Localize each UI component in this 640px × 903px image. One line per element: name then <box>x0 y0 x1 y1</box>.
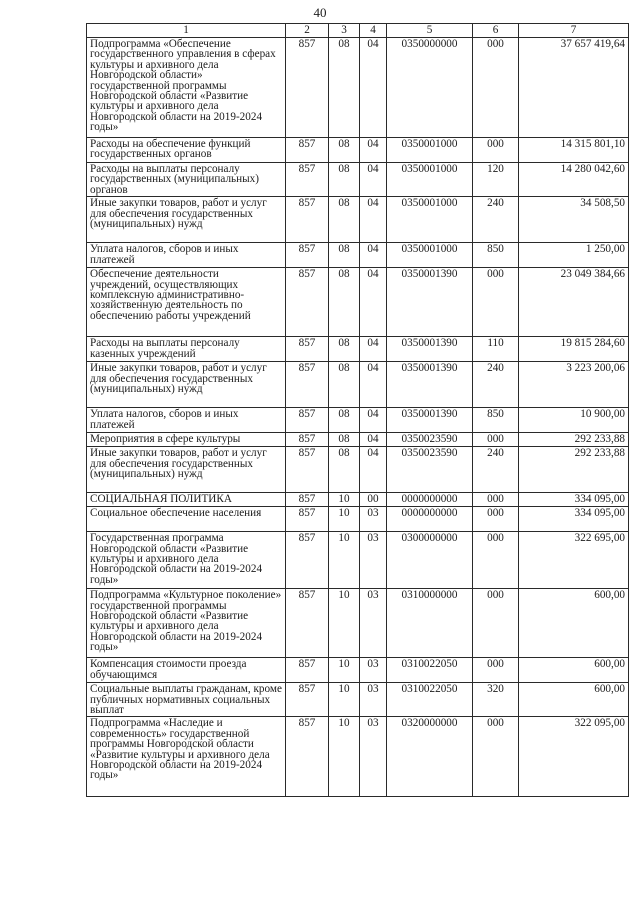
column-number-row <box>87 24 629 38</box>
table-row <box>87 197 629 243</box>
table-row <box>87 433 629 447</box>
row-pr-cell: 04 <box>360 268 387 337</box>
row-pr-cell: 00 <box>360 493 387 507</box>
row-rz-cell: 10 <box>329 658 360 683</box>
row-vr-cell: 320 <box>473 683 519 717</box>
row-name-cell: Уплата налогов, сборов и иных платежей <box>87 408 286 433</box>
row-csr-cell: 0300000000 <box>387 532 473 589</box>
table-row <box>87 447 629 493</box>
row-pr-cell: 04 <box>360 163 387 197</box>
row-rz-cell: 08 <box>329 163 360 197</box>
row-csr-cell: 0350023590 <box>387 447 473 493</box>
row-name-cell: Социальное обеспечение населения <box>87 507 286 532</box>
row-sum-cell: 334 095,00 <box>519 493 629 507</box>
row-csr-cell: 0000000000 <box>387 507 473 532</box>
row-csr-cell: 0350000000 <box>387 38 473 138</box>
row-name-cell: Мероприятия в сфере культуры <box>87 433 286 447</box>
row-rz-cell: 08 <box>329 362 360 408</box>
row-ved-cell: 857 <box>286 493 329 507</box>
column-header: 6 <box>473 24 519 38</box>
row-name-cell: Иные закупки товаров, работ и услуг для обеспечения государственных (муниципальных) нужд <box>87 447 286 493</box>
table-row <box>87 268 629 337</box>
table-row <box>87 362 629 408</box>
row-name-cell: Расходы на выплаты персоналу казенных учреждений <box>87 337 286 362</box>
column-header: 3 <box>329 24 360 38</box>
row-ved-cell: 857 <box>286 507 329 532</box>
row-pr-cell: 04 <box>360 433 387 447</box>
row-vr-cell: 000 <box>473 268 519 337</box>
row-name-cell: Государственная программа Новгородской области «Развитие культуры и архивного дела Новгородской области на 2019-2024 годы» <box>87 532 286 589</box>
column-header: 2 <box>286 24 329 38</box>
row-ved-cell: 857 <box>286 138 329 163</box>
row-sum-cell: 34 508,50 <box>519 197 629 243</box>
row-ved-cell: 857 <box>286 658 329 683</box>
row-vr-cell: 240 <box>473 197 519 243</box>
row-rz-cell: 10 <box>329 532 360 589</box>
row-sum-cell: 1 250,00 <box>519 243 629 268</box>
row-ved-cell: 857 <box>286 163 329 197</box>
row-vr-cell: 850 <box>473 408 519 433</box>
column-header: 1 <box>87 24 286 38</box>
row-sum-cell: 292 233,88 <box>519 433 629 447</box>
row-sum-cell: 3 223 200,06 <box>519 362 629 408</box>
row-pr-cell: 04 <box>360 197 387 243</box>
row-sum-cell: 14 280 042,60 <box>519 163 629 197</box>
row-vr-cell: 000 <box>473 138 519 163</box>
row-pr-cell: 03 <box>360 683 387 717</box>
row-vr-cell: 110 <box>473 337 519 362</box>
row-sum-cell: 334 095,00 <box>519 507 629 532</box>
column-header: 5 <box>387 24 473 38</box>
row-sum-cell: 14 315 801,10 <box>519 138 629 163</box>
row-ved-cell: 857 <box>286 683 329 717</box>
row-name-cell: СОЦИАЛЬНАЯ ПОЛИТИКА <box>87 493 286 507</box>
row-ved-cell: 857 <box>286 337 329 362</box>
table-row <box>87 38 629 138</box>
column-header: 4 <box>360 24 387 38</box>
row-rz-cell: 08 <box>329 138 360 163</box>
row-sum-cell: 600,00 <box>519 683 629 717</box>
row-csr-cell: 0350023590 <box>387 433 473 447</box>
row-ved-cell: 857 <box>286 433 329 447</box>
row-name-cell: Расходы на выплаты персоналу государственных (муниципальных) органов <box>87 163 286 197</box>
row-rz-cell: 10 <box>329 717 360 797</box>
row-ved-cell: 857 <box>286 717 329 797</box>
row-sum-cell: 322 695,00 <box>519 532 629 589</box>
row-pr-cell: 04 <box>360 38 387 138</box>
row-name-cell: Расходы на обеспечение функций государственных органов <box>87 138 286 163</box>
row-sum-cell: 600,00 <box>519 589 629 658</box>
row-ved-cell: 857 <box>286 38 329 138</box>
row-ved-cell: 857 <box>286 197 329 243</box>
row-vr-cell: 240 <box>473 362 519 408</box>
row-rz-cell: 08 <box>329 38 360 138</box>
row-sum-cell: 292 233,88 <box>519 447 629 493</box>
row-vr-cell: 240 <box>473 447 519 493</box>
row-vr-cell: 000 <box>473 433 519 447</box>
row-sum-cell: 23 049 384,66 <box>519 268 629 337</box>
row-csr-cell: 0350001000 <box>387 138 473 163</box>
row-pr-cell: 03 <box>360 532 387 589</box>
row-csr-cell: 0310022050 <box>387 658 473 683</box>
row-ved-cell: 857 <box>286 589 329 658</box>
row-pr-cell: 04 <box>360 362 387 408</box>
row-ved-cell: 857 <box>286 268 329 337</box>
row-sum-cell: 322 095,00 <box>519 717 629 797</box>
row-pr-cell: 04 <box>360 138 387 163</box>
row-vr-cell: 000 <box>473 493 519 507</box>
row-name-cell: Иные закупки товаров, работ и услуг для обеспечения государственных (муниципальных) нужд <box>87 362 286 408</box>
table-row <box>87 532 629 589</box>
row-ved-cell: 857 <box>286 243 329 268</box>
table-row <box>87 507 629 532</box>
table-row <box>87 717 629 797</box>
table-row <box>87 589 629 658</box>
row-csr-cell: 0000000000 <box>387 493 473 507</box>
row-csr-cell: 0350001000 <box>387 163 473 197</box>
row-csr-cell: 0310000000 <box>387 589 473 658</box>
table-row <box>87 683 629 717</box>
row-pr-cell: 04 <box>360 337 387 362</box>
row-pr-cell: 03 <box>360 717 387 797</box>
row-csr-cell: 0320000000 <box>387 717 473 797</box>
row-ved-cell: 857 <box>286 362 329 408</box>
row-pr-cell: 04 <box>360 408 387 433</box>
row-sum-cell: 19 815 284,60 <box>519 337 629 362</box>
row-csr-cell: 0350001000 <box>387 243 473 268</box>
table-row <box>87 493 629 507</box>
row-csr-cell: 0350001390 <box>387 337 473 362</box>
row-pr-cell: 03 <box>360 589 387 658</box>
row-csr-cell: 0310022050 <box>387 683 473 717</box>
row-rz-cell: 08 <box>329 197 360 243</box>
row-rz-cell: 08 <box>329 337 360 362</box>
row-csr-cell: 0350001000 <box>387 197 473 243</box>
row-vr-cell: 000 <box>473 507 519 532</box>
row-name-cell: Обеспечение деятельности учреждений, осуществляющих комплексную административно-хозяйственную деятельность по обеспечению работы учреждений <box>87 268 286 337</box>
row-rz-cell: 10 <box>329 683 360 717</box>
row-name-cell: Социальные выплаты гражданам, кроме публичных нормативных социальных выплат <box>87 683 286 717</box>
row-vr-cell: 000 <box>473 532 519 589</box>
row-rz-cell: 08 <box>329 447 360 493</box>
table-row <box>87 658 629 683</box>
table-row <box>87 138 629 163</box>
row-name-cell: Иные закупки товаров, работ и услуг для обеспечения государственных (муниципальных) нужд <box>87 197 286 243</box>
row-vr-cell: 000 <box>473 658 519 683</box>
row-name-cell: Компенсация стоимости проезда обучающимся <box>87 658 286 683</box>
row-ved-cell: 857 <box>286 532 329 589</box>
row-ved-cell: 857 <box>286 447 329 493</box>
page-number: 40 <box>313 5 327 20</box>
row-name-cell: Подпрограмма «Обеспечение государственного управления в сферах культуры и архивного дела Новгородской области» государственной программы Новгородской области «Развитие культуры и архивного дела Новгородской области на 2019-2024 годы» <box>87 38 286 138</box>
table-row <box>87 243 629 268</box>
table-row <box>87 163 629 197</box>
table-row <box>87 337 629 362</box>
table-body <box>87 38 629 797</box>
row-pr-cell: 04 <box>360 243 387 268</box>
row-rz-cell: 10 <box>329 589 360 658</box>
row-rz-cell: 08 <box>329 268 360 337</box>
row-sum-cell: 37 657 419,64 <box>519 38 629 138</box>
row-pr-cell: 03 <box>360 507 387 532</box>
row-csr-cell: 0350001390 <box>387 408 473 433</box>
row-pr-cell: 03 <box>360 658 387 683</box>
row-vr-cell: 000 <box>473 38 519 138</box>
row-sum-cell: 10 900,00 <box>519 408 629 433</box>
row-vr-cell: 120 <box>473 163 519 197</box>
row-pr-cell: 04 <box>360 447 387 493</box>
row-rz-cell: 08 <box>329 433 360 447</box>
row-rz-cell: 08 <box>329 243 360 268</box>
budget-table <box>86 23 629 797</box>
table-row <box>87 408 629 433</box>
row-csr-cell: 0350001390 <box>387 268 473 337</box>
row-vr-cell: 000 <box>473 717 519 797</box>
row-sum-cell: 600,00 <box>519 658 629 683</box>
row-csr-cell: 0350001390 <box>387 362 473 408</box>
row-rz-cell: 08 <box>329 408 360 433</box>
row-ved-cell: 857 <box>286 408 329 433</box>
row-rz-cell: 10 <box>329 507 360 532</box>
row-rz-cell: 10 <box>329 493 360 507</box>
column-header: 7 <box>519 24 629 38</box>
row-vr-cell: 000 <box>473 589 519 658</box>
row-name-cell: Подпрограмма «Культурное поколение» государственной программы Новгородской области «Развитие культуры и архивного дела Новгородской области на 2019-2024 годы» <box>87 589 286 658</box>
row-vr-cell: 850 <box>473 243 519 268</box>
row-name-cell: Подпрограмма «Наследие и современность» государственной программы Новгородской области «Развитие культуры и архивного дела Новгородской области на 2019-2024 годы» <box>87 717 286 797</box>
row-name-cell: Уплата налогов, сборов и иных платежей <box>87 243 286 268</box>
